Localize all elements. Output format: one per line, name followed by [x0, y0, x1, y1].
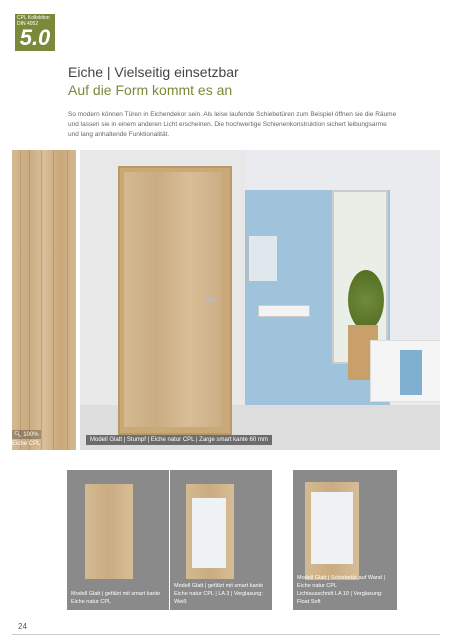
door-variant-panel-1 — [67, 470, 169, 610]
badge-number: 5.0 — [19, 25, 51, 50]
towel — [400, 350, 422, 395]
mirror — [248, 235, 278, 282]
panel-2-caption: Modell Glatt | gefälzt mit smart kante Eiche natur CPL | LA 3 | Verglasung: Weiß — [174, 583, 264, 605]
page-number: 24 — [18, 622, 27, 631]
sink — [258, 305, 310, 317]
swatch-zoom-value: 100% — [23, 432, 39, 438]
footer-rule — [12, 634, 440, 635]
intro-paragraph: So modern können Türen in Eichendekor sein. Als leise laufende Schiebetüren zum Beispiel öffnen sie die Räume und lassen sie in einem anderen Licht erscheinen. Die hochwertige Schienenkonstruktion sichert leibungsarme und lang anhaltende Funktionalität. — [68, 111, 397, 138]
panel-1-caption: Modell Glatt | gefälzt mit smart kante Eiche natur CPL — [71, 591, 161, 605]
collection-badge — [15, 14, 55, 51]
bathroom-photo — [80, 150, 440, 450]
magnifier-icon: 🔍︎ — [14, 432, 22, 438]
glass-insert — [192, 498, 226, 568]
panel-3-caption: Modell Glatt | Schiebetür auf Wand | Eiche natur CPL Lichtausschnitt LA 10 | Verglasung: Float Soft — [297, 575, 385, 605]
badge-line2: DIN 4052 — [17, 21, 39, 27]
plant — [348, 270, 384, 330]
main-photo-caption: Modell Glatt | Stumpf | Eiche natur CPL | Zarge smart kante 60 mm — [86, 435, 272, 445]
door-variant-1 — [85, 484, 133, 579]
swatch-zoom-label — [12, 430, 41, 439]
door-variant-panel-2 — [170, 470, 272, 610]
badge-line1: CPL Kollektion — [17, 15, 50, 21]
page-title: Eiche | Vielseitig einsetzbar — [68, 64, 239, 80]
swatch-label: Eiche CPL — [12, 441, 41, 447]
door-variant-panel-3 — [293, 470, 397, 610]
door-handle — [205, 298, 215, 301]
wood-swatch — [12, 150, 76, 450]
page-subtitle: Auf die Form kommt es an — [68, 82, 233, 98]
glass-grid — [311, 492, 353, 564]
